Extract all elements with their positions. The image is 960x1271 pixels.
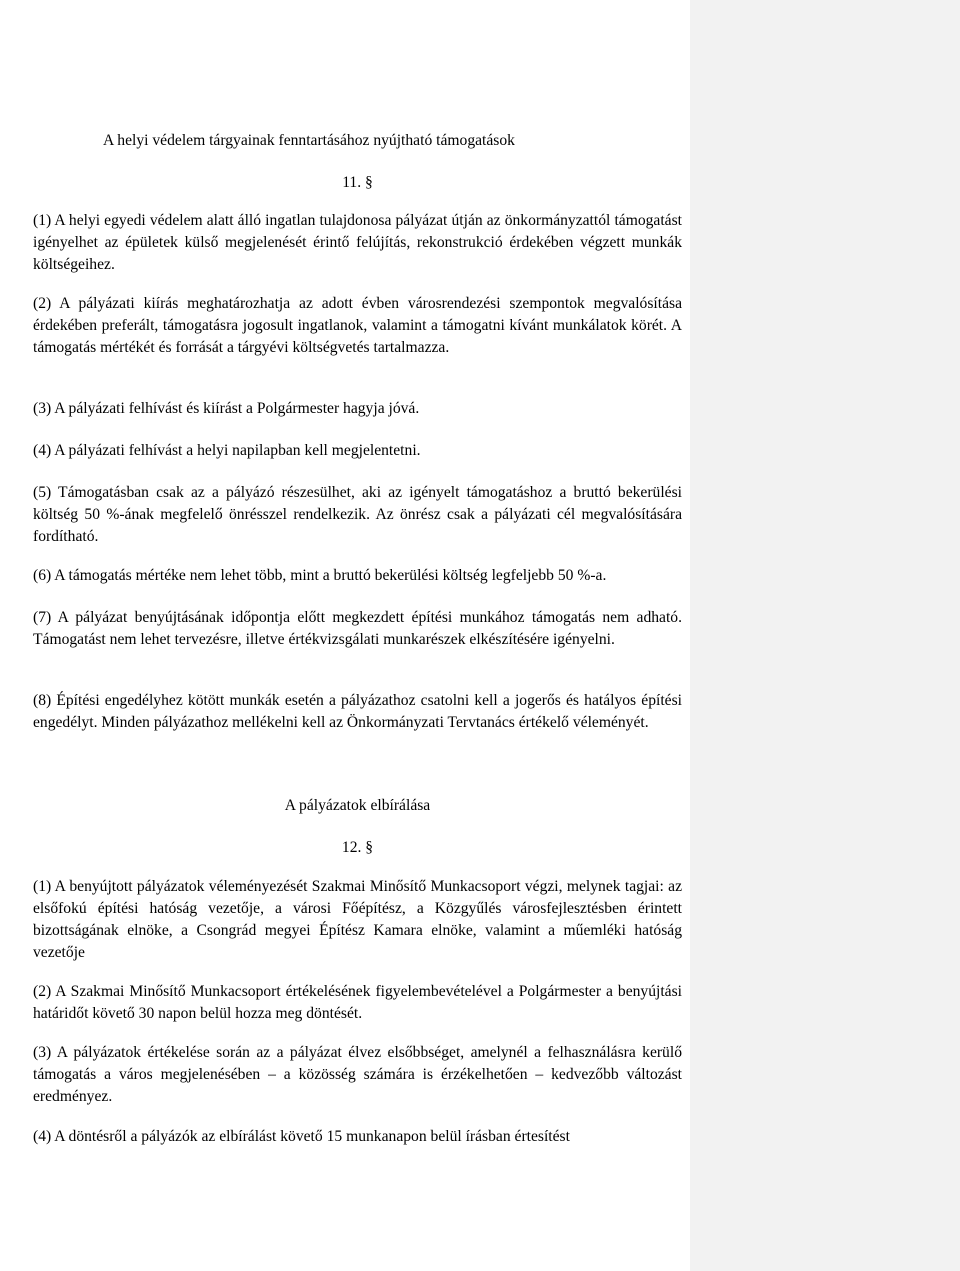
paragraph-12-4: (4) A döntésről a pályázók az elbírálást követő 15 munkanapon belül írásban értesítést — [33, 1128, 570, 1145]
paragraph-11-5: (5) Támogatásban csak az a pályázó részesülhet, aki az igényelt támogatáshoz a bruttó bekerülési költség 50 %-ának megfelelő önrésszel rendelkezik. Az önrész csak a pályázati cél megvalósítására fordítható. — [33, 484, 682, 545]
paragraph-12-1: (1) A benyújtott pályázatok véleményezését Szakmai Minősítő Munkacsoport végzi, melynek tagjai: az elsőfokú építési hatóság vezetője, a városi Főépítész, a Közgyűlés városfejlesztésben érintett bizottságának elnöke, a Csongrád megyei Építész Kamara elnöke, valamint a műemléki hatóság vezetője — [33, 878, 682, 961]
paragraph-12-3: (3) A pályázatok értékelése során az a pályázat élvez elsőbbséget, amelynél a felhasználásra kerülő támogatás a város megjelenésében – a közösség számára is érzékelhetően – kedvezőbb változást eredményez. — [33, 1044, 682, 1105]
section-title-1: A helyi védelem tárgyainak fenntartásához nyújtható támogatások — [103, 132, 515, 149]
paragraph-sign-icon: § — [365, 839, 374, 856]
section-number-12: 12. § — [341, 839, 374, 856]
paragraph-sign-icon: § — [365, 174, 373, 191]
section-title-2: A pályázatok elbírálása — [284, 797, 431, 814]
paragraph-11-2: (2) A pályázati kiírás meghatározhatja az adott évben városrendezési szempontok megvalósítása érdekében preferált, támogatásra jogosult ingatlanok, valamint a támogatni kívánt munkálatok körét. A támogatás mértékét és forrását a tárgyévi költségvetés tartalmazza. — [33, 295, 682, 356]
comment-margin-pane — [690, 0, 960, 1271]
paragraph-11-4: (4) A pályázati felhívást a helyi napilapban kell megjelentetni. — [33, 442, 421, 459]
paragraph-11-6: (6) A támogatás mértéke nem lehet több, mint a bruttó bekerülési költség legfeljebb 50 %-a. — [33, 567, 607, 584]
paragraph-11-1: (1) A helyi egyedi védelem alatt álló ingatlan tulajdonosa pályázat útján az önkormányzattól támogatást igényelhet az épületek külső megjelenését érintő felújítás, rekonstrukció érdekében végzett munkák költségeihez. — [33, 212, 682, 273]
paragraph-11-3: (3) A pályázati felhívást és kiírást a Polgármester hagyja jóvá. — [33, 400, 420, 417]
paragraph-11-7: (7) A pályázat benyújtásának időpontja előtt megkezdett építési munkához támogatás nem adható. Támogatást nem lehet tervezésre, illetve értékvizsgálati munkarészek elkészítésére igényelni. — [33, 609, 682, 648]
paragraph-12-2: (2) A Szakmai Minősítő Munkacsoport értékelésének figyelembevételével a Polgármester a benyújtási határidőt követő 30 napon belül hozza meg döntését. — [33, 983, 682, 1022]
paragraph-11-8: (8) Építési engedélyhez kötött munkák esetén a pályázathoz csatolni kell a jogerős és hatályos építési engedélyt. Minden pályázathoz mellékelni kell az Önkormányzati Tervtanács értékelő véleményét. — [33, 692, 682, 731]
section-number-11: 11. § — [342, 174, 373, 191]
